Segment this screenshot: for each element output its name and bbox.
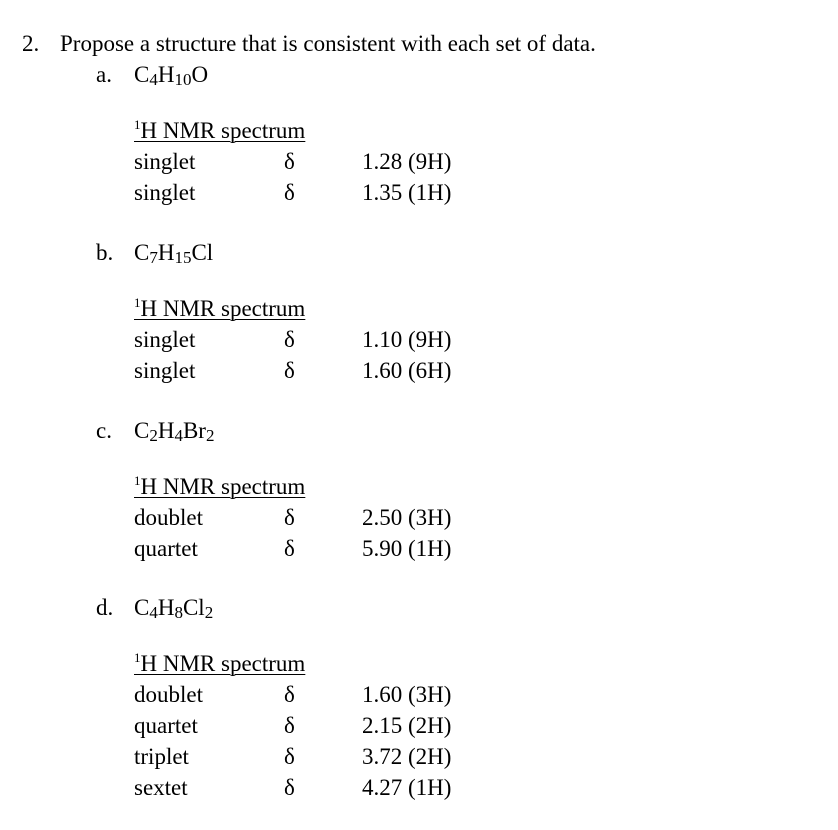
part-letter: a. bbox=[96, 62, 112, 87]
multiplicity: doublet bbox=[134, 682, 203, 707]
multiplicity: quartet bbox=[134, 713, 198, 738]
nmr-spectrum-title: $^1$H NMR spectrum bbox=[134, 295, 306, 321]
part-c-heading bbox=[96, 418, 214, 444]
chemical-shift: 1.60 (3H) bbox=[362, 682, 452, 707]
formula-element: C bbox=[134, 595, 150, 620]
formula-element: H bbox=[157, 240, 175, 265]
delta-symbol: δ bbox=[284, 358, 295, 383]
delta-symbol: δ bbox=[284, 505, 295, 530]
delta-symbol: δ bbox=[284, 149, 295, 174]
molecular-formula bbox=[134, 62, 208, 87]
nmr-row bbox=[134, 149, 474, 180]
multiplicity: doublet bbox=[134, 505, 203, 530]
formula-element: C bbox=[134, 62, 150, 87]
chemical-shift: 2.15 (2H) bbox=[362, 713, 452, 738]
formula-subscript: 10 bbox=[174, 70, 192, 89]
delta-symbol: δ bbox=[284, 536, 295, 561]
nmr-spectrum-title: $^1$H NMR spectrum bbox=[134, 117, 306, 143]
chemical-shift: 5.90 (1H) bbox=[362, 536, 452, 561]
chemical-shift: 1.35 (1H) bbox=[362, 180, 452, 205]
nmr-row bbox=[134, 358, 474, 389]
molecular-formula bbox=[134, 240, 213, 265]
part-d-heading bbox=[96, 595, 213, 621]
nmr-table-c bbox=[134, 474, 474, 567]
formula-element: O bbox=[191, 62, 209, 87]
formula-subscript: 2 bbox=[204, 603, 214, 622]
formula-element: Cl bbox=[191, 240, 214, 265]
multiplicity: singlet bbox=[134, 149, 196, 174]
question-number: 2. bbox=[22, 31, 40, 56]
part-letter: d. bbox=[96, 595, 114, 620]
chemical-shift: 4.27 (1H) bbox=[362, 775, 452, 800]
part-letter: c. bbox=[96, 418, 112, 443]
delta-symbol: δ bbox=[284, 775, 295, 800]
formula-subscript: 4 bbox=[174, 426, 183, 445]
formula-subscript: 7 bbox=[149, 248, 158, 267]
nmr-spectrum-title: $^1$H NMR spectrum bbox=[134, 473, 306, 499]
formula-element: Br bbox=[182, 418, 206, 443]
formula-subscript: 8 bbox=[174, 603, 183, 622]
delta-symbol: δ bbox=[284, 744, 295, 769]
nmr-table-a bbox=[134, 118, 474, 211]
nmr-row bbox=[134, 536, 474, 567]
nmr-row bbox=[134, 682, 474, 713]
nmr-row bbox=[134, 327, 474, 358]
question-heading bbox=[22, 31, 596, 57]
multiplicity: singlet bbox=[134, 327, 196, 352]
chemical-shift: 2.50 (3H) bbox=[362, 505, 452, 530]
formula-element: H bbox=[157, 62, 175, 87]
nmr-row bbox=[134, 713, 474, 744]
question-text: Propose a structure that is consistent with each set of data. bbox=[60, 31, 596, 56]
chemical-shift: 1.10 (9H) bbox=[362, 327, 452, 352]
multiplicity: sextet bbox=[134, 775, 188, 800]
molecular-formula bbox=[134, 418, 214, 443]
multiplicity: singlet bbox=[134, 358, 196, 383]
delta-symbol: δ bbox=[284, 327, 295, 352]
chemical-shift: 3.72 (2H) bbox=[362, 744, 452, 769]
nmr-table-d bbox=[134, 651, 474, 806]
chemical-shift: 1.60 (6H) bbox=[362, 358, 452, 383]
chemical-shift: 1.28 (9H) bbox=[362, 149, 452, 174]
formula-element: C bbox=[134, 240, 150, 265]
nmr-row bbox=[134, 744, 474, 775]
multiplicity: singlet bbox=[134, 180, 196, 205]
formula-subscript: 15 bbox=[174, 248, 192, 267]
formula-subscript: 4 bbox=[149, 70, 158, 89]
multiplicity: quartet bbox=[134, 536, 198, 561]
formula-element: H bbox=[157, 418, 175, 443]
formula-element: H bbox=[157, 595, 175, 620]
part-a-heading bbox=[96, 62, 208, 88]
nmr-spectrum-title: $^1$H NMR spectrum bbox=[134, 650, 306, 676]
formula-subscript: 4 bbox=[149, 603, 158, 622]
part-letter: b. bbox=[96, 240, 114, 265]
delta-symbol: δ bbox=[284, 180, 295, 205]
multiplicity: triplet bbox=[134, 744, 189, 769]
nmr-row bbox=[134, 775, 474, 806]
formula-element: Cl bbox=[182, 595, 205, 620]
formula-subscript: 2 bbox=[205, 426, 215, 445]
delta-symbol: δ bbox=[284, 713, 295, 738]
part-b-heading bbox=[96, 240, 213, 266]
formula-element: C bbox=[134, 418, 150, 443]
formula-subscript: 2 bbox=[149, 426, 158, 445]
molecular-formula bbox=[134, 595, 213, 620]
nmr-row bbox=[134, 505, 474, 536]
nmr-row bbox=[134, 180, 474, 211]
delta-symbol: δ bbox=[284, 682, 295, 707]
nmr-table-b bbox=[134, 296, 474, 389]
